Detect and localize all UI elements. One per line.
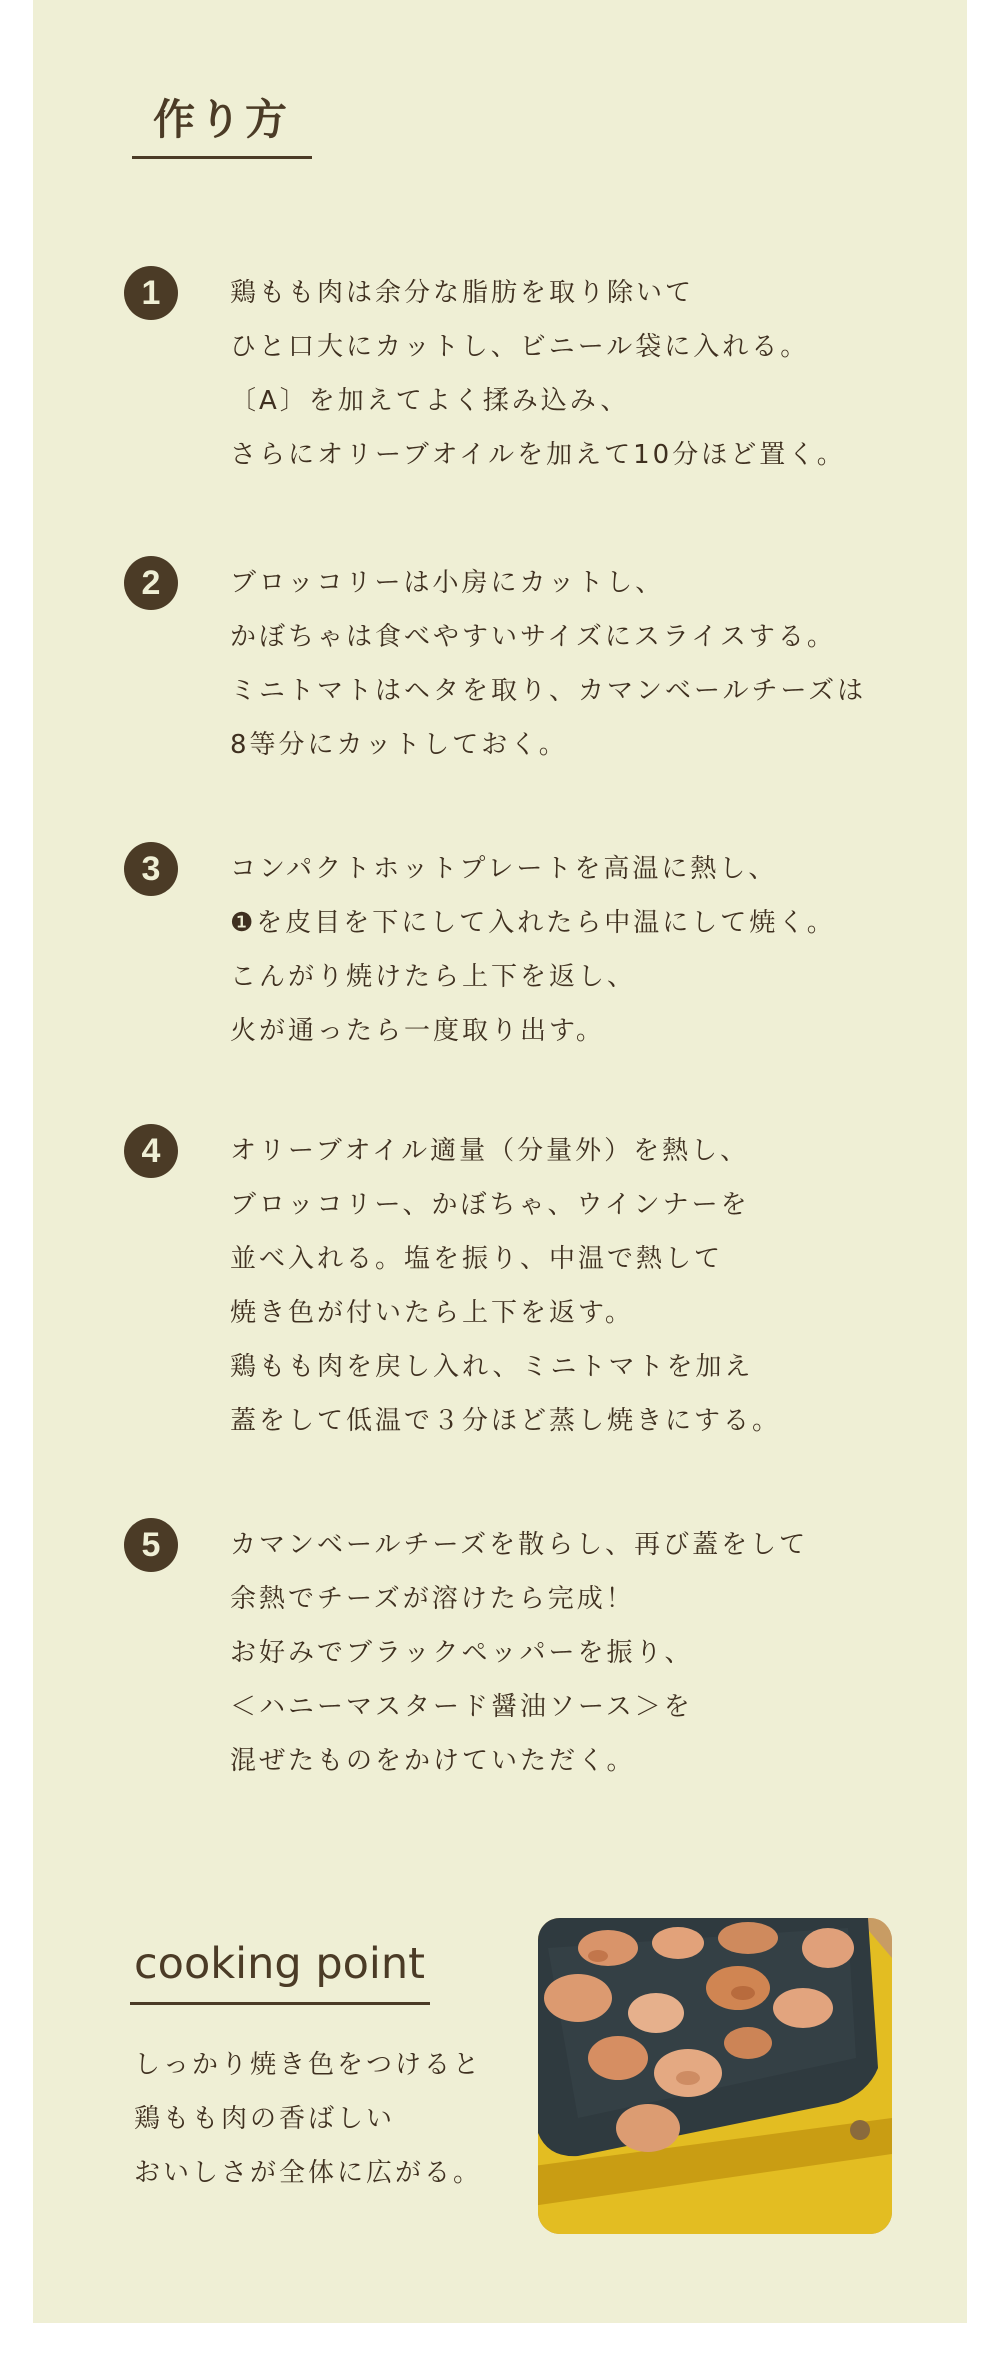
step-line: 〔A〕を加えてよく揉み込み、: [230, 386, 630, 416]
cooking-point-heading: [130, 1934, 430, 2005]
step-line: 余熱でチーズが溶けたら完成！: [230, 1584, 635, 1614]
cooking-point-line: しっかり焼き色をつけると: [134, 2050, 483, 2080]
step-instructions: [230, 1124, 920, 1448]
step-line: さらにオリーブオイルを加えて10分ほど置く。: [230, 440, 846, 470]
step-line: 混ぜたものをかけていただく。: [230, 1746, 636, 1776]
cooking-point-title: cooking point: [134, 1939, 425, 1989]
step-line: オリーブオイル適量（分量外）を熱し、: [230, 1136, 750, 1166]
step-line: 8等分にカットしておく。: [230, 730, 568, 760]
step-line: 火が通ったら一度取り出す。: [230, 1016, 605, 1046]
step-line: コンパクトホットプレートを高温に熱し、: [230, 854, 778, 884]
step-instructions: [230, 842, 920, 1058]
step-line: 鶏もも肉を戻し入れ、ミニトマトを加え: [230, 1352, 754, 1382]
step-line: ブロッコリー、かぼちゃ、ウインナーを: [230, 1190, 750, 1220]
step-line: 蓋をして低温で３分ほど蒸し焼きにする。: [230, 1406, 782, 1436]
cooking-point-text: [134, 2038, 554, 2200]
step-number-badge: 4: [124, 1124, 178, 1178]
step-line: ミニトマトはヘタを取り、カマンベールチーズは: [230, 676, 867, 706]
step-number-badge: 2: [124, 556, 178, 610]
step-line: 鶏もも肉は余分な脂肪を取り除いて: [230, 278, 695, 308]
step-line: ＜ハニーマスタード醤油ソース＞を: [230, 1692, 693, 1722]
section-title-underline: [132, 156, 312, 159]
hot-plate-chicken-photo: [538, 1918, 892, 2234]
step-line: 並べ入れる。塩を振り、中温で熱して: [230, 1244, 724, 1274]
hot-plate-knob-icon: [850, 2120, 870, 2140]
step-line: かぼちゃは食べやすいサイズにスライスする。: [230, 622, 836, 652]
section-heading: [132, 90, 312, 159]
step-line: ❶を皮目を下にして入れたら中温にして焼く。: [230, 908, 836, 938]
cooking-point-line: 鶏もも肉の香ばしい: [134, 2104, 396, 2134]
step-line: お好みでブラックペッパーを振り、: [230, 1638, 694, 1668]
step-instructions: [230, 266, 920, 482]
step-instructions: [230, 1518, 920, 1788]
step-line: ブロッコリーは小房にカットし、: [230, 568, 665, 598]
section-title: 作り方: [153, 95, 292, 144]
step-line: 焼き色が付いたら上下を返す。: [230, 1298, 634, 1328]
step-line: こんがり焼けたら上下を返し、: [230, 962, 637, 992]
step-number-badge: 3: [124, 842, 178, 896]
cooking-point-underline: [130, 2002, 430, 2005]
step-instructions: [230, 556, 920, 772]
step-number-badge: 1: [124, 266, 178, 320]
step-line: カマンベールチーズを散らし、再び蓋をして: [230, 1530, 809, 1560]
step-line: ひと口大にカットし、ビニール袋に入れる。: [230, 332, 810, 362]
hot-plate-illustration: [538, 1918, 892, 2234]
cooking-point-line: おいしさが全体に広がる。: [134, 2158, 483, 2188]
step-number-badge: 5: [124, 1518, 178, 1572]
